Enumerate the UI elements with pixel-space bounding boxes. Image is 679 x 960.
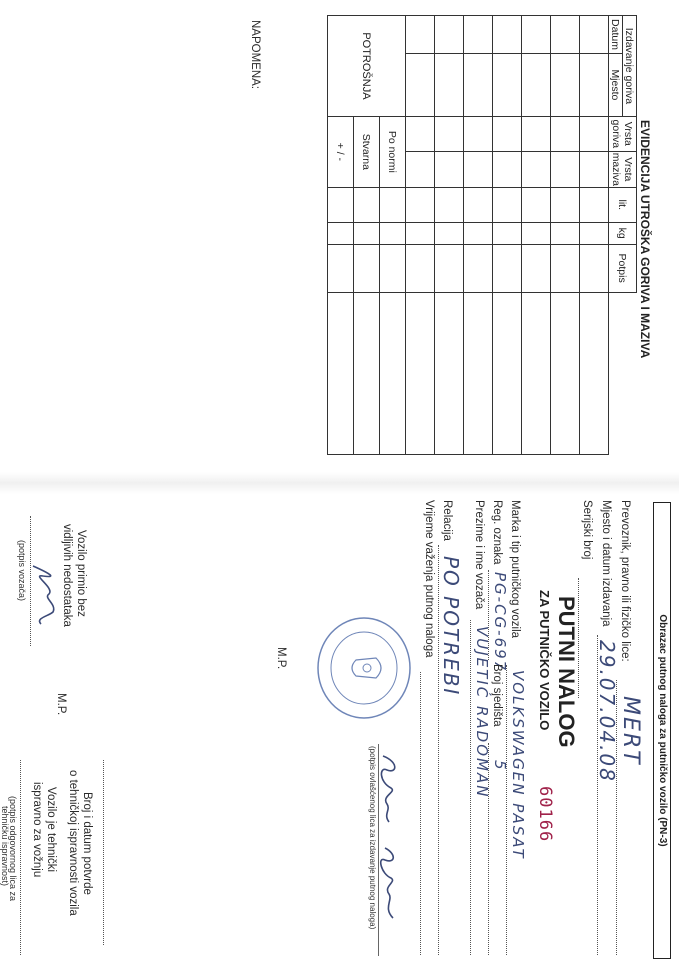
col-datum: Datum bbox=[609, 16, 623, 54]
vozac-label: Prezime i ime vozača bbox=[473, 500, 485, 610]
prevoznik-label: Prevoznik, pravno ili fizičko lice: bbox=[619, 500, 631, 662]
mp-top: M.P. bbox=[275, 647, 287, 670]
col-vrsta-maziva: Vrsta maziva bbox=[610, 152, 635, 186]
col-lit: lit. bbox=[609, 187, 637, 222]
form-code-box: Obrazac putnog naloga za putničko vozilo (PN-3) bbox=[653, 502, 671, 959]
serijski-label: Serijski broj bbox=[581, 500, 593, 560]
col-blank bbox=[609, 292, 637, 454]
potpis-odgovornog-line bbox=[20, 760, 21, 955]
nalog-number: 60166 bbox=[535, 786, 555, 843]
po-normi-label: Po normi bbox=[380, 116, 406, 187]
vozilo-tehn-1: Vozilo je tehnički bbox=[45, 787, 57, 873]
potpis-odgovornog-1: (potpis odgovornog lica za bbox=[8, 796, 18, 902]
sjedista-label: Broj sjedišta bbox=[491, 664, 503, 727]
reg-label: Reg. oznaka bbox=[491, 500, 503, 565]
official-stamp bbox=[314, 613, 414, 723]
potpis-odgovornog-2: tehničku ispravnost) bbox=[0, 806, 10, 887]
vrijeme-label: Vrijeme važenja putnog naloga bbox=[423, 500, 435, 658]
col-vrsta-goriva: Vrsta goriva bbox=[609, 116, 637, 151]
col-kg: kg bbox=[609, 222, 637, 244]
reg-value: PG-CG-697 bbox=[491, 572, 509, 673]
mjesto-datum-value: 29.07.04.08 bbox=[595, 640, 619, 783]
marka-value: VOLKSWAGEN PASAT bbox=[509, 670, 527, 860]
nalog-subtitle: ZA PUTNIČKO VOZILO bbox=[537, 590, 552, 731]
relacija-label: Relacija bbox=[441, 500, 453, 541]
table-row bbox=[580, 16, 609, 455]
broj-datum-line bbox=[103, 760, 104, 945]
vozilo-primio-1: Vozilo primio bez bbox=[75, 530, 87, 617]
col-group-header: Izdavanje goriva bbox=[623, 16, 637, 117]
col-mjesto: Mjesto bbox=[609, 53, 623, 116]
fold-crease bbox=[0, 472, 679, 494]
marka-label: Marka i tip putničkog vozila bbox=[509, 500, 521, 639]
col-potpis: Potpis bbox=[609, 244, 637, 292]
nalog-title: PUTNI NALOG bbox=[554, 596, 579, 748]
plus-minus-label: + / - bbox=[328, 116, 354, 187]
mp-left: M.P. bbox=[55, 693, 67, 716]
marka-line bbox=[506, 665, 507, 955]
vozilo-tehn-2: ispravno za vožnju bbox=[31, 782, 43, 878]
relacija-value: PO POTREBI bbox=[439, 556, 463, 697]
potrosnja-label: POTROŠNJA bbox=[328, 16, 406, 117]
table-row bbox=[522, 16, 551, 455]
vozilo-primio-2: vidljivih nedostataka bbox=[61, 524, 73, 627]
prevoznik-value: MERT bbox=[618, 696, 643, 766]
potpis-ovlascenog-caption: (potpis ovlašćenog lica za izdavanje putnog naloga) bbox=[368, 746, 377, 930]
table-header-row bbox=[623, 16, 637, 455]
broj-datum-2: o tehničkoj ispravnosti vozila bbox=[67, 770, 79, 916]
table-row bbox=[551, 16, 580, 455]
sjedista-value: 5 bbox=[491, 760, 509, 772]
table-row bbox=[464, 16, 493, 455]
table-row bbox=[435, 16, 464, 455]
evidencija-table bbox=[327, 15, 637, 455]
stvarna-label: Stvarna bbox=[354, 116, 380, 187]
vrijeme-line bbox=[420, 672, 421, 955]
potrosnja-row-normi bbox=[380, 16, 406, 455]
vozac-value: VUJETIĆ RADOMAN bbox=[473, 626, 491, 799]
table-row bbox=[493, 16, 522, 455]
mjesto-datum-label: Mjesto i datum izdavanja bbox=[600, 500, 612, 627]
potpis-vozaca-caption: (potpis vozača) bbox=[17, 540, 27, 602]
vozac-line bbox=[470, 620, 471, 955]
authorized-signature bbox=[375, 752, 401, 942]
evidencija-title: EVIDENCIJA UTROŠKA GORIVA I MAZIVA bbox=[638, 120, 652, 359]
driver-signature bbox=[27, 560, 61, 630]
table-row bbox=[406, 16, 435, 455]
broj-datum-1: Broj i datum potvrde bbox=[81, 792, 93, 895]
napomena-label: NAPOMENA: bbox=[249, 20, 261, 90]
